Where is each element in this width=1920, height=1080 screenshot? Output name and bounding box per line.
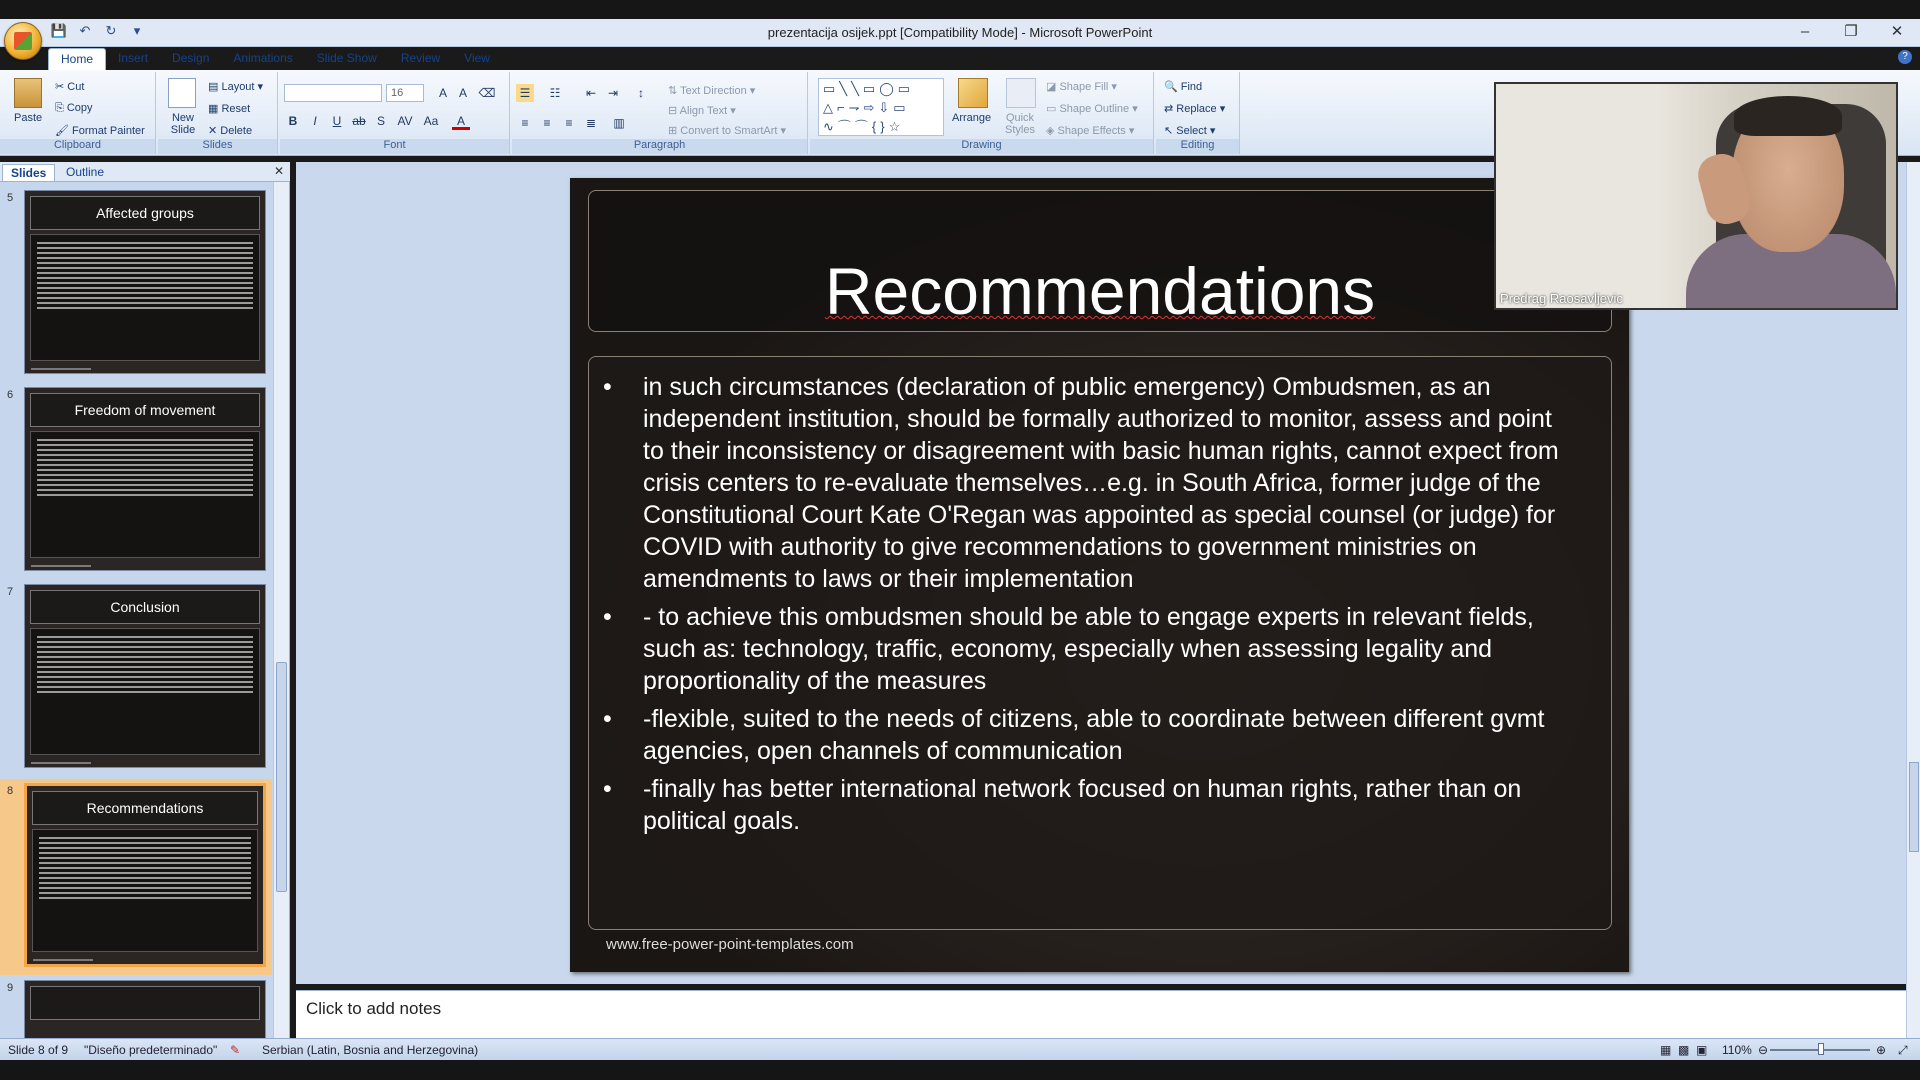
- help-icon[interactable]: ?: [1898, 50, 1912, 64]
- window-controls: [1782, 19, 1920, 45]
- slide-show-icon[interactable]: ▣: [1696, 1043, 1708, 1057]
- window-title: prezentacija osijek.ppt [Compatibility Mode] - Microsoft PowerPoint: [767, 25, 1153, 40]
- close-button[interactable]: ✕: [1890, 23, 1904, 40]
- thumbnail-title: Freedom of movement: [74, 402, 216, 418]
- reset-label: Reset: [221, 103, 251, 115]
- notes-placeholder: Click to add notes: [306, 999, 442, 1018]
- thumbnail-preview: [24, 387, 266, 571]
- slide-thumbnail-selected[interactable]: [0, 779, 272, 975]
- thumbnail-body: [30, 628, 260, 755]
- cut-button[interactable]: ✂ Cut: [55, 81, 85, 93]
- webcam-person-hair: [1734, 96, 1842, 136]
- slide-body-box[interactable]: [588, 356, 1612, 930]
- cut-label: Cut: [67, 81, 85, 93]
- format-painter-button[interactable]: 🖌 Format Painter: [55, 125, 145, 137]
- shape-effects-label: Shape Effects: [1057, 125, 1126, 137]
- tab-view[interactable]: View: [464, 51, 490, 65]
- align-text-button[interactable]: ⊟ Align Text ▾: [668, 105, 736, 117]
- paragraph-label: Paragraph: [512, 139, 807, 154]
- text-direction-button[interactable]: ⇅ Text Direction ▾: [668, 85, 756, 97]
- zoom-level[interactable]: 110%: [1722, 1043, 1752, 1057]
- select-button[interactable]: ↖ Select ▾: [1164, 125, 1216, 137]
- clipboard-label: Clipboard: [0, 139, 155, 154]
- panel-tabs: [0, 162, 290, 182]
- font-group: [280, 72, 510, 154]
- copy-label: Copy: [66, 102, 93, 114]
- reset-button[interactable]: ▦ Reset: [208, 103, 251, 115]
- close-panel-icon[interactable]: ✕: [273, 164, 284, 178]
- bullet-item: • -finally has better international network focused on human rights, rather than on political goals.: [643, 773, 1573, 837]
- fit-to-window-icon[interactable]: ⤢: [1898, 1043, 1908, 1057]
- clear-format-icon[interactable]: ⌫: [478, 86, 496, 100]
- ribbon-tabs: [48, 48, 502, 70]
- drawing-label: Drawing: [810, 139, 1153, 154]
- char-spacing-icon[interactable]: AV: [397, 114, 413, 128]
- copy-button[interactable]: ⎘ Copy: [55, 102, 93, 114]
- tab-slides[interactable]: Slides: [2, 164, 55, 181]
- slide-title-box[interactable]: [588, 190, 1612, 332]
- office-button[interactable]: [4, 22, 42, 60]
- thumbnail-preview: [24, 980, 266, 1038]
- thumbnail-body: [30, 431, 260, 558]
- new-slide-icon[interactable]: [168, 78, 196, 108]
- minimize-button[interactable]: –: [1800, 23, 1810, 40]
- find-button[interactable]: 🔍 Find: [1164, 81, 1203, 93]
- spellcheck-icon[interactable]: ✎: [230, 1043, 241, 1057]
- zoom-out-icon[interactable]: ⊖: [1758, 1043, 1769, 1057]
- bullet-item: • - to achieve this ombudsmen should be able to engage experts in relevant fields, such as: technology, traffic, economy, especially when assessing legality and proportionality of the measures: [643, 601, 1573, 697]
- thumbnail-number: 5: [7, 192, 14, 204]
- thumbnail-title: Recommendations: [86, 800, 204, 816]
- webcam-participant-name: Predrag Raosavljevic: [1500, 291, 1623, 306]
- shapes-gallery[interactable]: ▭╲╲▭◯▭ △⌐⇁⇨⇩▭ ∿⌒⌒{}☆: [818, 78, 944, 136]
- font-label: Font: [280, 139, 509, 154]
- editing-label: Editing: [1156, 139, 1239, 154]
- justify-icon[interactable]: ≣: [585, 116, 597, 130]
- text-direction-label: Text Direction: [680, 85, 747, 97]
- increase-indent-icon[interactable]: ⇥: [607, 86, 619, 100]
- tab-slide-show[interactable]: Slide Show: [316, 51, 377, 65]
- shape-effects-button[interactable]: ◈ Shape Effects ▾: [1046, 125, 1135, 137]
- panel-scroll-thumb[interactable]: [276, 662, 287, 892]
- undo-icon[interactable]: ↶: [79, 23, 91, 38]
- align-center-icon[interactable]: ≡: [543, 116, 551, 130]
- editing-group: [1156, 72, 1240, 154]
- office-logo-icon: [14, 32, 32, 50]
- strikethrough-icon[interactable]: ab: [352, 114, 366, 128]
- quick-styles-button[interactable]: Quick Styles: [1005, 112, 1035, 136]
- redo-icon[interactable]: ↻: [105, 23, 117, 38]
- slide-footer-url: www.free-power-point-templates.com: [606, 936, 854, 953]
- bullets-icon[interactable]: ☰: [516, 84, 534, 102]
- customize-qat-icon[interactable]: ▾: [133, 23, 141, 38]
- slide-title-text: Recommendations: [824, 254, 1376, 328]
- language-indicator[interactable]: Serbian (Latin, Bosnia and Herzegovina): [262, 1043, 479, 1057]
- thumbnail-body: [32, 829, 258, 952]
- notes-pane[interactable]: [296, 990, 1906, 1038]
- shape-fill-label: Shape Fill: [1059, 81, 1109, 93]
- shadow-icon[interactable]: S: [376, 114, 385, 128]
- screen-bottom-border: [0, 1060, 1920, 1080]
- thumbnail-preview: [24, 190, 266, 374]
- thumbnail-title: Conclusion: [110, 599, 180, 615]
- columns-icon[interactable]: ▥: [613, 116, 625, 130]
- thumbnail-title-box: [30, 590, 260, 624]
- paragraph-group: [512, 72, 808, 154]
- font-color-icon[interactable]: A: [452, 112, 470, 130]
- bullet-list: [643, 371, 1573, 843]
- shape-outline-button[interactable]: ▭ Shape Outline ▾: [1046, 103, 1138, 115]
- format-painter-label: Format Painter: [72, 125, 145, 137]
- shrink-font-icon[interactable]: A: [458, 86, 467, 100]
- slide-sorter-icon[interactable]: ▩: [1678, 1043, 1690, 1057]
- layout-label: Layout: [221, 81, 255, 93]
- panel-scrollbar[interactable]: [273, 182, 289, 1038]
- thumbnail-title: Affected groups: [96, 205, 194, 221]
- font-size-field[interactable]: 16: [386, 84, 424, 102]
- screen-top-border: [0, 0, 1920, 19]
- bold-icon[interactable]: B: [288, 114, 298, 128]
- convert-smartart-label: Convert to SmartArt: [680, 125, 778, 137]
- numbering-icon[interactable]: ☷: [549, 86, 561, 100]
- theme-name[interactable]: "Diseño predeterminado": [84, 1043, 218, 1057]
- thumbnail-body: [30, 234, 260, 361]
- align-left-icon[interactable]: ≡: [521, 116, 529, 130]
- bullet-item: • in such circumstances (declaration of public emergency) Ombudsmen, as an independent institution, should be formally authorized to monitor, assess and point to their inconsistency or disagreement with basic human rights, cannot expect from crisis centers to re-evaluate themselves…e.g. in South Africa, former judge of the Constitutional Court Kate O'Regan was appointed as special counsel (or judge) for COVID with authority to give recommendations to government ministries on amendments to laws or their implementation: [643, 371, 1573, 595]
- zoom-in-icon[interactable]: ⊕: [1876, 1043, 1887, 1057]
- grow-font-icon[interactable]: A: [438, 86, 447, 100]
- restore-button[interactable]: ❐: [1844, 23, 1858, 40]
- paste-button[interactable]: Paste: [14, 112, 43, 124]
- tab-insert[interactable]: Insert: [118, 51, 149, 65]
- thumbnail-number: 6: [7, 389, 14, 401]
- line-spacing-icon[interactable]: ↕: [638, 86, 644, 100]
- editor-scroll-thumb[interactable]: [1909, 762, 1919, 852]
- shape-outline-label: Shape Outline: [1059, 103, 1130, 115]
- tab-design[interactable]: Design: [172, 51, 210, 65]
- bullet-item: • -flexible, suited to the needs of citizens, able to coordinate between different gvmt agencies, open channels of communication: [643, 703, 1573, 767]
- status-bar: [0, 1038, 1920, 1060]
- thumbnail-number: 7: [7, 586, 14, 598]
- slide-thumbnail[interactable]: [0, 980, 272, 1038]
- editor-scrollbar[interactable]: [1906, 162, 1920, 1038]
- arrange-icon[interactable]: [958, 78, 988, 108]
- thumbnail-footer: [31, 762, 91, 764]
- align-text-label: Align Text: [679, 105, 728, 117]
- align-right-icon[interactable]: ≡: [565, 116, 573, 130]
- thumbnail-title-box: [30, 196, 260, 230]
- slides-panel: [0, 162, 290, 1038]
- slide-thumbnail[interactable]: [0, 190, 272, 378]
- thumbnail-footer: [31, 565, 91, 567]
- clipboard-group: [0, 72, 156, 154]
- tab-home[interactable]: Home: [48, 48, 106, 70]
- slides-group: [158, 72, 278, 154]
- thumbnail-number: 9: [7, 982, 14, 994]
- shape-fill-button[interactable]: ◪ Shape Fill ▾: [1046, 81, 1117, 93]
- save-icon[interactable]: 💾: [50, 23, 68, 38]
- tab-outline[interactable]: Outline: [66, 165, 105, 179]
- thumbnail-preview: [24, 584, 266, 768]
- zoom-slider-thumb[interactable]: [1818, 1043, 1824, 1055]
- webcam-overlay: [1494, 82, 1898, 310]
- slide-counter: Slide 8 of 9: [8, 1043, 69, 1057]
- title-bar: [0, 19, 1920, 47]
- underline-icon[interactable]: U: [332, 114, 342, 128]
- slides-label: Slides: [158, 139, 277, 154]
- delete-label: Delete: [220, 125, 253, 137]
- thumbnail-preview: [24, 783, 266, 967]
- thumbnail-footer: [31, 368, 91, 370]
- replace-button[interactable]: ⇄ Replace ▾: [1164, 103, 1226, 115]
- tab-review[interactable]: Review: [400, 51, 441, 65]
- slide-canvas[interactable]: [570, 178, 1629, 972]
- thumbnail-footer: [33, 959, 93, 961]
- find-label: Find: [1180, 81, 1203, 93]
- replace-label: Replace: [1176, 103, 1217, 115]
- thumbnail-title-box: [30, 986, 260, 1020]
- paste-icon[interactable]: [14, 78, 42, 108]
- change-case-icon[interactable]: Aa: [423, 114, 439, 128]
- new-slide-button[interactable]: New Slide: [170, 112, 196, 136]
- tab-animations[interactable]: Animations: [233, 51, 293, 65]
- font-name-field[interactable]: [284, 84, 382, 102]
- select-label: Select: [1176, 125, 1207, 137]
- layout-button[interactable]: ▤ Layout ▾: [208, 81, 264, 93]
- thumbnail-title-box: [30, 393, 260, 427]
- slide-title: [589, 253, 1611, 329]
- thumbnail-number: 8: [7, 785, 14, 797]
- slide-thumbnail[interactable]: [0, 584, 272, 772]
- delete-button[interactable]: ✕ Delete: [208, 125, 253, 137]
- quick-styles-icon[interactable]: [1006, 78, 1036, 108]
- arrange-button[interactable]: Arrange: [952, 112, 992, 124]
- thumbnail-title-box: [32, 791, 258, 825]
- normal-view-icon[interactable]: ▦: [1660, 1043, 1672, 1057]
- quick-access-toolbar: [50, 23, 146, 39]
- decrease-indent-icon[interactable]: ⇤: [585, 86, 597, 100]
- convert-smartart-button[interactable]: ⊞ Convert to SmartArt ▾: [668, 125, 787, 137]
- italic-icon[interactable]: I: [313, 114, 317, 128]
- slide-thumbnail[interactable]: [0, 387, 272, 575]
